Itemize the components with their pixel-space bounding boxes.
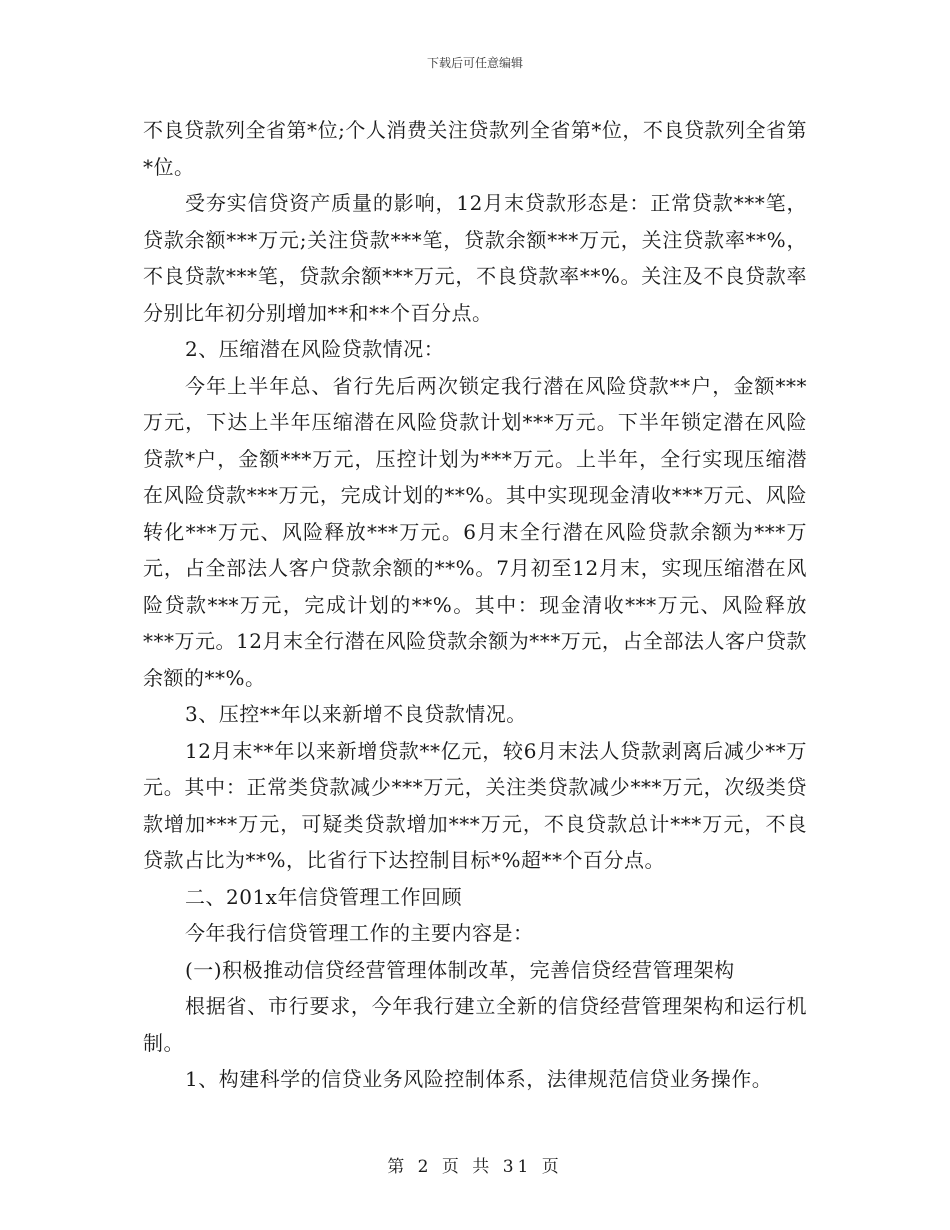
page-number: 第 2 页 共 31 页 (387, 1157, 563, 1177)
paragraph: 今年上半年总、省行先后两次锁定我行潜在风险贷款**户，金额***万元，下达上半年压缩潜在风险贷款计划***万元。下半年锁定潜在风险贷款*户，金额***万元，压控计划为***万元。上半年，全行实现压缩潜在风险贷款***万元，完成计划的**%。其中实现现金清收***万元、风险转化***万元、风险释放***万元。6月末全行潜在风险贷款余额为***万元，占全部法人客户贷款余额的**%。7月初至12月末，实现压缩潜在风险贷款***万元，完成计划的**%。其中：现金清收***万元、风险释放***万元。12月末全行潜在风险贷款余额为***万元，占全部法人客户贷款余额的**%。 (143, 373, 807, 690)
section-heading: (一)积极推动信贷经营管理体制改革，完善信贷经营管理架构 (185, 957, 735, 982)
paragraph: 12月末**年以来新增贷款**亿元，较6月末法人贷款剥离后减少**万元。其中：正常类贷款减少***万元，关注类贷款减少***万元，次级类贷款增加***万元，可疑类贷款增加***万元，不良贷款总计***万元，不良贷款占比为**%，比省行下达控制目标*%超**个百分点。 (143, 738, 807, 872)
section-heading: 3、压控**年以来新增不良贷款情况。 (185, 702, 527, 726)
section-heading: 2、压缩潜在风险贷款情况： (185, 337, 445, 361)
document-body (143, 112, 807, 1098)
paragraph: 不良贷款列全省第*位;个人消费关注贷款列全省第*位，不良贷款列全省第*位。 (143, 118, 807, 179)
paragraph: 根据省、市行要求，今年我行建立全新的信贷经营管理架构和运行机制。 (143, 994, 807, 1055)
section-heading: 二、201x年信贷管理工作回顾 (185, 884, 462, 909)
paragraph: 受夯实信贷资产质量的影响，12月末贷款形态是：正常贷款***笔，贷款余额***万元;关注贷款***笔，贷款余额***万元，关注贷款率**%，不良贷款***笔，贷款余额***万元，不良贷款率**%。关注及不良贷款率分别比年初分别增加**和**个百分点。 (143, 191, 807, 325)
paragraph: 今年我行信贷管理工作的主要内容是： (185, 921, 534, 945)
page-header-note: 下载后可任意编辑 (426, 56, 523, 70)
section-heading: 1、构建科学的信贷业务风险控制体系，法律规范信贷业务操作。 (185, 1067, 773, 1091)
